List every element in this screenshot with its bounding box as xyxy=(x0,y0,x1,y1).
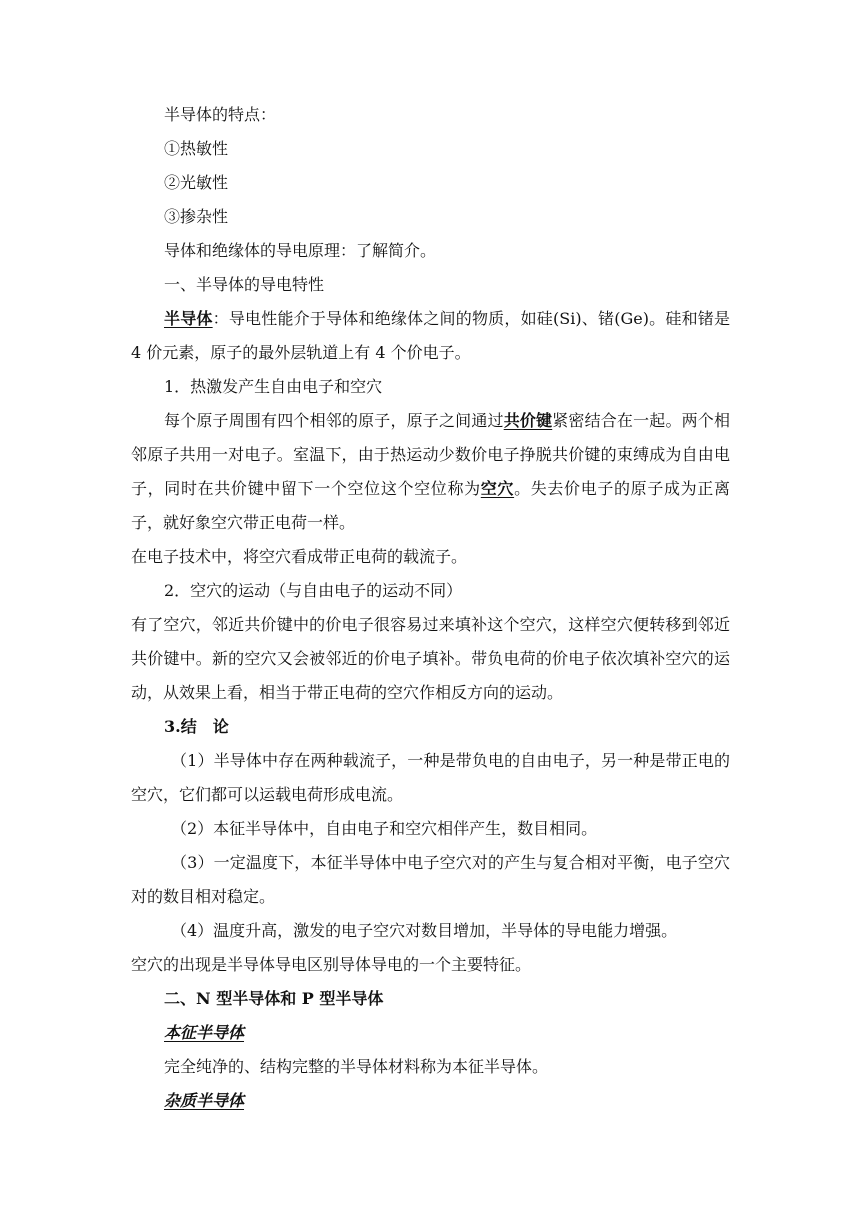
conclusion-4: （4）温度升高，激发的电子空穴对数目增加，半导体的导电能力增强。 xyxy=(171,921,678,940)
paragraph-text-b: 紧密结合在一起。两个相邻原子共用一对电子。室温下，由于热运动少数价电子挣脱共价键的束缚成为自由电子，同时在共价键中留下一个空位这个空位称为 xyxy=(131,411,730,498)
semiconductor-term: 半导体 xyxy=(164,309,213,328)
impurity-semiconductor-title xyxy=(131,1084,730,1118)
subsection-1-title: 1．热激发产生自由电子和空穴 xyxy=(164,377,383,396)
covalent-bond-term: 共价键 xyxy=(503,411,553,430)
hole-term: 空穴 xyxy=(480,479,515,498)
paragraph-covalent-bond xyxy=(131,404,730,540)
intrinsic-semiconductor-definition: 完全纯净的、结构完整的半导体材料称为本征半导体。 xyxy=(164,1057,549,1076)
semiconductor-definition-text: ：导电性能介于导体和绝缘体之间的物质，如硅(Si)、锗(Ge)。硅和锗是 4 价元素，原子的最外层轨道上有 4 个价电子。 xyxy=(131,309,730,362)
conduction-principle-note: 导体和绝缘体的导电原理：了解简介。 xyxy=(164,241,437,260)
section-1-heading: 一、半导体的导电特性 xyxy=(164,275,325,294)
conclusion-1: （1）半导体中存在两种载流子，一种是带负电的自由电子，另一种是带正电的空穴，它们都可以运载电荷形成电流。 xyxy=(131,751,730,804)
hole-movement-paragraph: 有了空穴，邻近共价键中的价电子很容易过来填补这个空穴，这样空穴便转移到邻近共价键中。新的空穴又会被邻近的价电子填补。带负电荷的价电子依次填补空穴的运动，从效果上看，相当于带正电荷的空穴作相反方向的运动。 xyxy=(131,615,730,702)
features-heading: 半导体的特点： xyxy=(164,105,277,124)
feature-item-3: ③掺杂性 xyxy=(164,207,229,226)
intrinsic-semiconductor-term: 本征半导体 xyxy=(164,1023,245,1042)
conclusion-2: （2）本征半导体中，自由电子和空穴相伴产生，数目相同。 xyxy=(171,819,598,838)
hole-feature-note: 空穴的出现是半导体导电区别导体导电的一个主要特征。 xyxy=(131,955,532,974)
conclusion-3: （3）一定温度下，本征半导体中电子空穴对的产生与复合相对平衡，电子空穴对的数目相对稳定。 xyxy=(131,853,730,906)
paragraph-text-c: 。失去价电子的原子成为正离子，就好象空穴带正电荷一样。 xyxy=(131,479,730,532)
hole-carrier-note: 在电子技术中，将空穴看成带正电荷的载流子。 xyxy=(131,547,468,566)
intrinsic-semiconductor-title xyxy=(131,1016,730,1050)
semiconductor-definition xyxy=(131,302,730,370)
feature-item-2: ②光敏性 xyxy=(164,173,229,192)
paragraph-text-a: 每个原子周围有四个相邻的原子，原子之间通过 xyxy=(164,411,504,430)
section-2-heading: 二、N 型半导体和 P 型半导体 xyxy=(164,989,384,1008)
document-body xyxy=(131,98,730,1118)
subsection-3-title: 3.结 论 xyxy=(164,717,229,736)
subsection-2-title: 2．空穴的运动（与自由电子的运动不同） xyxy=(164,581,463,600)
impurity-semiconductor-term: 杂质半导体 xyxy=(164,1091,245,1110)
feature-item-1: ①热敏性 xyxy=(164,139,229,158)
